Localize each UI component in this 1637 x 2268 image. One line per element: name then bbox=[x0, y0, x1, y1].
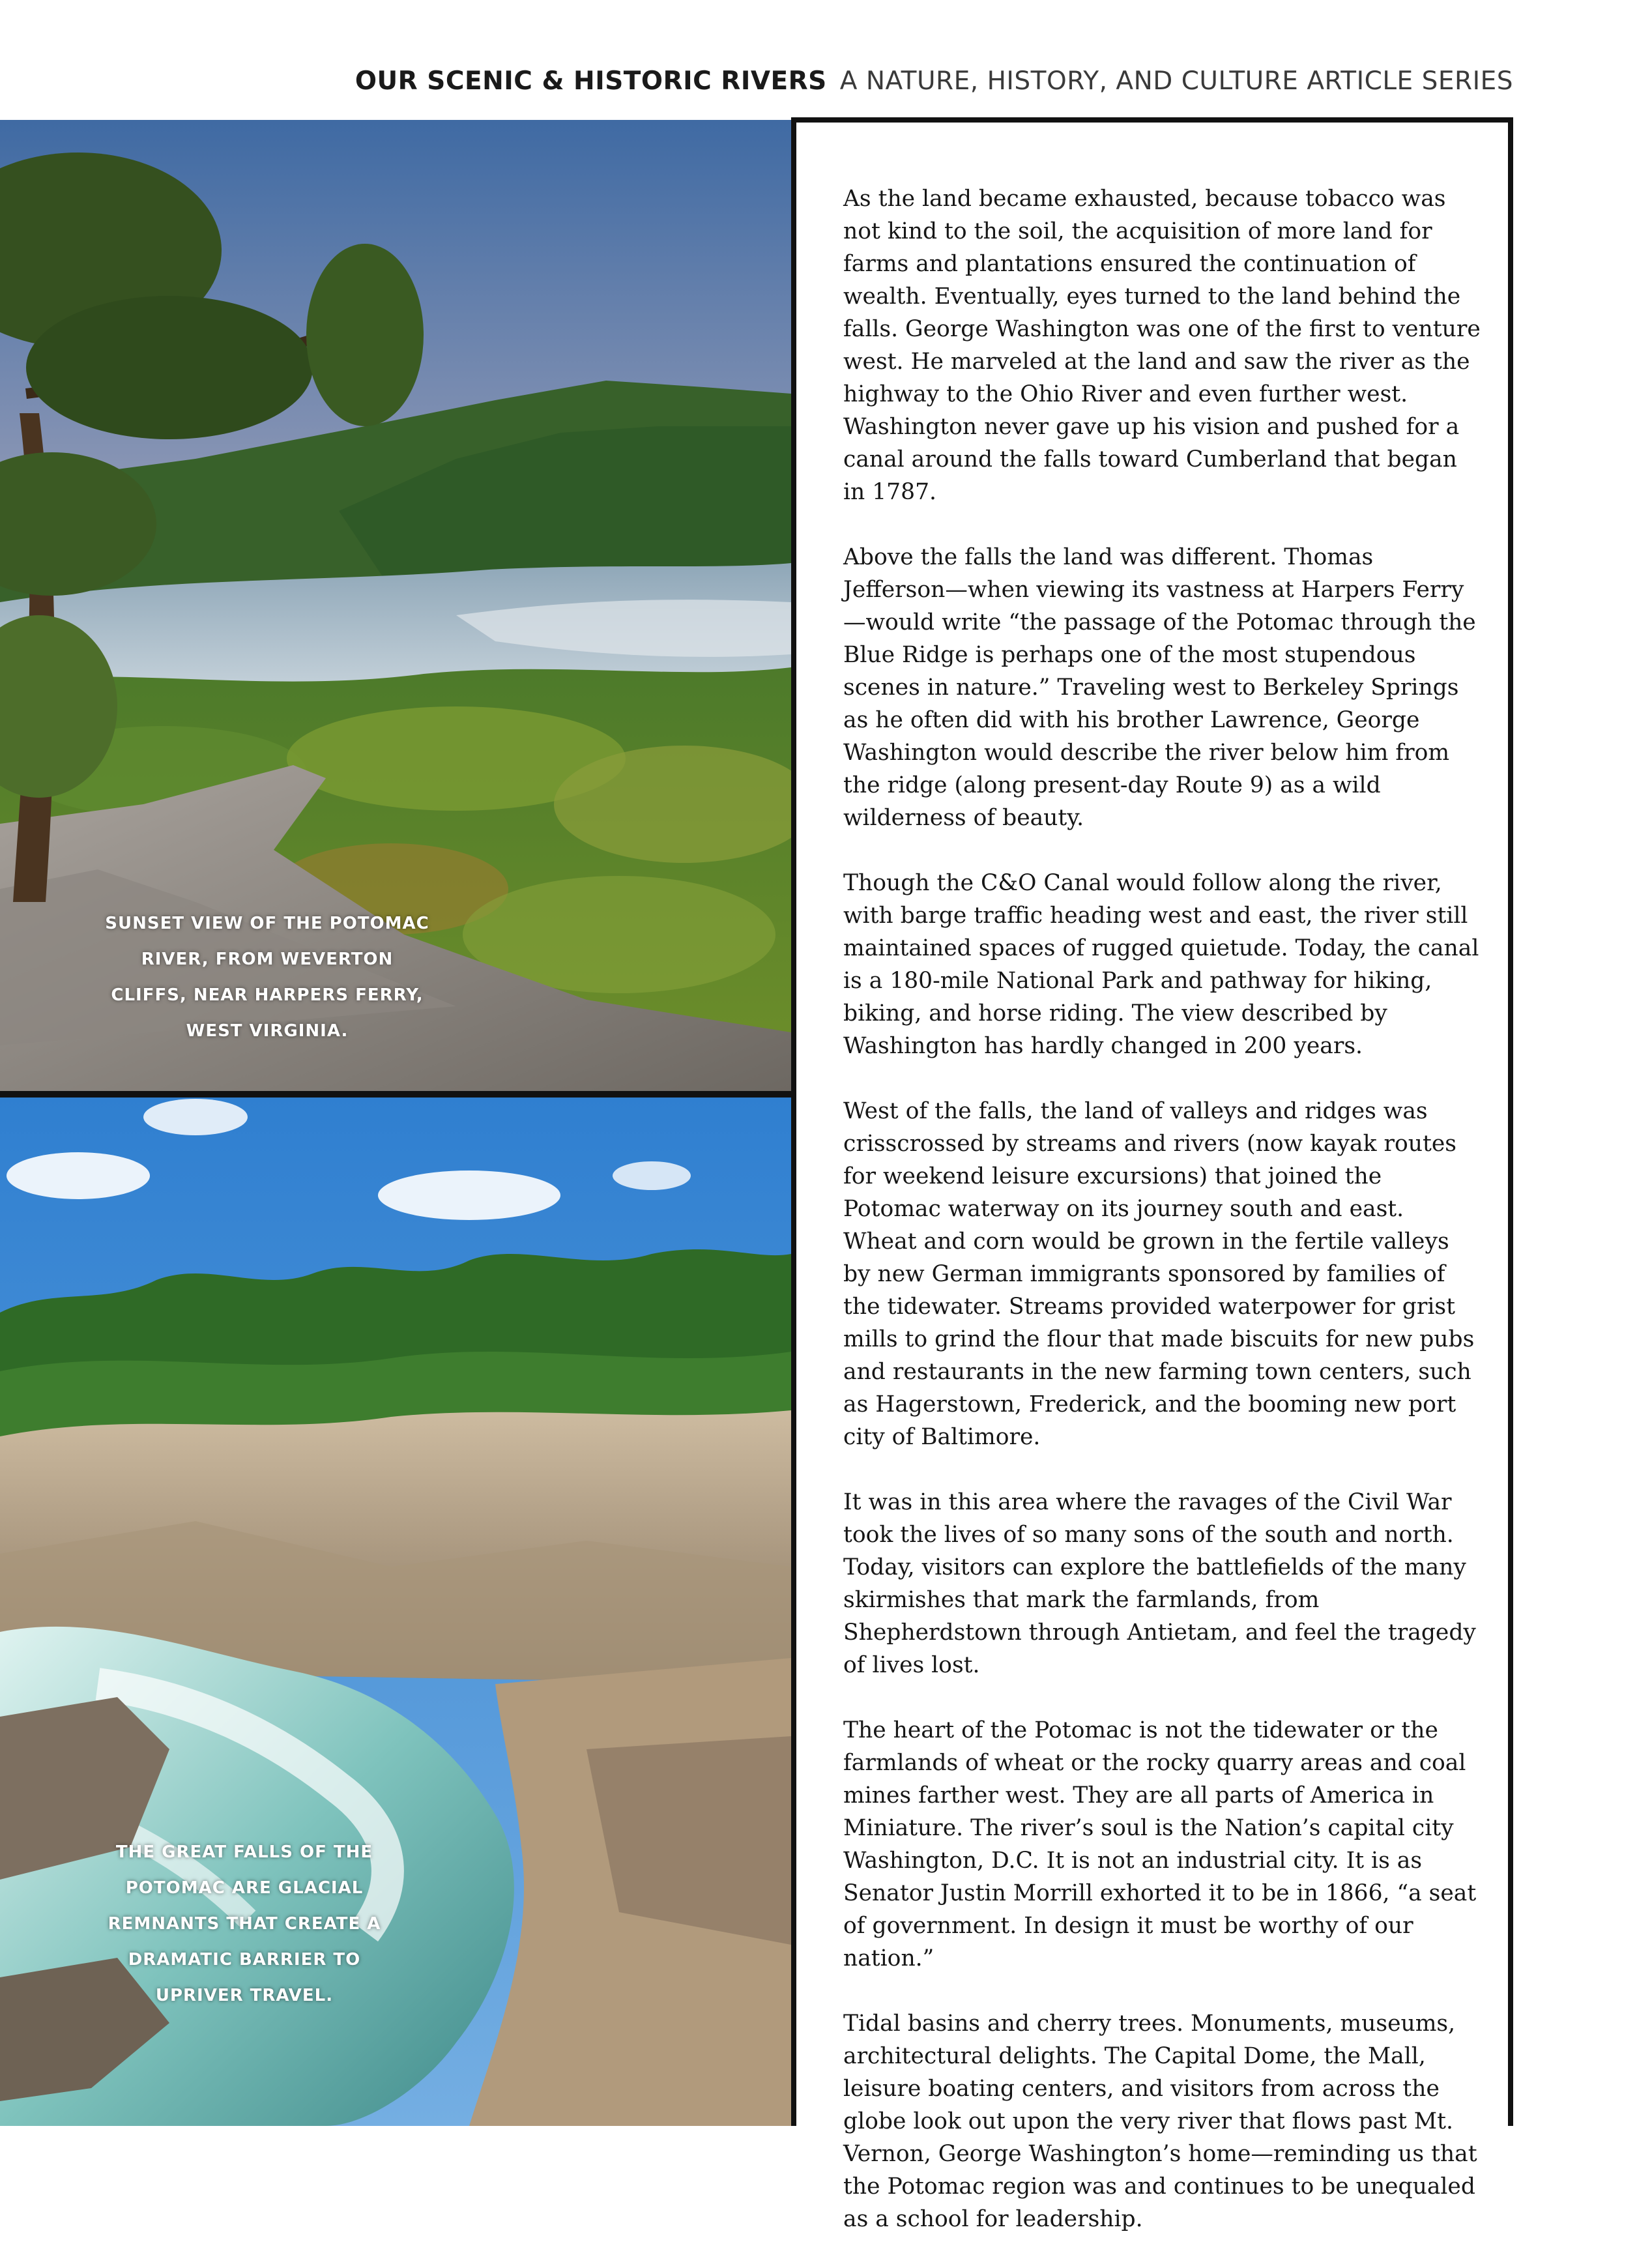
series-name: OUR SCENIC & HISTORIC RIVERS bbox=[355, 66, 827, 96]
paragraph: Above the falls the land was different. Thomas Jefferson—when viewing its vastness at Harpers Ferry—would write “the passage of the Potomac through the Blue Ridge is perhaps one of the most stupendous scenes in nature.” Traveling west to Berkeley Springs as he often did with his brother Lawrence, George Washington would describe the river below him from the ridge (along present-day Route 9) as a wild wilderness of beauty. bbox=[843, 544, 1476, 831]
photo-caption-top: SUNSET VIEW OF THE POTOMAC RIVER, FROM WEVERTON CLIFFS, NEAR HARPERS FERRY, WEST VIRGINIA. bbox=[105, 914, 429, 1041]
article-frame bbox=[791, 117, 1513, 2232]
series-description: A NATURE, HISTORY, AND CULTURE ARTICLE SERIES bbox=[839, 66, 1513, 96]
photo-divider bbox=[0, 1091, 791, 1098]
paragraph: Though the C&O Canal would follow along the river, with barge traffic heading west and east, the river still maintained spaces of rugged quietude. Today, the canal is a 180-mile National Park and pathway for hiking, biking, and horse riding. The view described by Washington has hardly changed in 200 years. bbox=[843, 870, 1479, 1059]
paragraph: The heart of the Potomac is not the tidewater or the farmlands of wheat or the rocky quarry areas and coal mines farther west. They are all parts of America in Miniature. The river’s soul is the Nation’s capital city Washington, D.C. It is not an industrial city. It is as Senator Justin Morrill exhorted it to be in 1866, “a seat of government. In design it must be worthy of our nation.” bbox=[843, 1717, 1477, 1971]
article-body bbox=[843, 182, 1482, 2268]
paragraph: Tidal basins and cherry trees. Monuments, museums, architectural delights. The Capital Dome, the Mall, leisure boating centers, and visitors from across the globe look out upon the very river that flows past Mt. Vernon, George Washington’s home—reminding us that the Potomac region was and continues to be unequaled as a school for leadership. bbox=[843, 2011, 1477, 2232]
series-header bbox=[355, 66, 1513, 103]
paragraph: As the land became exhausted, because tobacco was not kind to the soil, the acquisition of more land for farms and plantations ensured the continuation of wealth. Eventually, eyes turned to the land behind the falls. George Washington was one of the first to venture west. He marveled at the land and saw the river as the highway to the Ohio River and even further west. Washington never gave up his vision and pushed for a canal around the falls toward Cumberland that began in 1787. bbox=[843, 186, 1481, 505]
photo-caption-bottom: THE GREAT FALLS OF THE POTOMAC ARE GLACIAL REMNANTS THAT CREATE A DRAMATIC BARRIER TO UPRIVER TRAVEL. bbox=[108, 1842, 381, 2005]
paragraph: It was in this area where the ravages of the Civil War took the lives of so many sons of the south and north. Today, visitors can explore the battlefields of the many skirmishes that mark the farmlands, from Shepherdstown through Antietam, and feel the tragedy of lives lost. bbox=[843, 1489, 1476, 1678]
paragraph: West of the falls, the land of valleys and ridges was crisscrossed by streams and rivers (now kayak routes for weekend leisure excursions) that joined the Potomac waterway on its journey south and east. Wheat and corn would be grown in the fertile valleys by new German immigrants sponsored by families of the tidewater. Streams provided waterpower for grist mills to grind the flour that made biscuits for new pubs and restaurants in the new farming town centers, such as Hagerstown, Frederick, and the booming new port city of Baltimore. bbox=[843, 1098, 1475, 1450]
